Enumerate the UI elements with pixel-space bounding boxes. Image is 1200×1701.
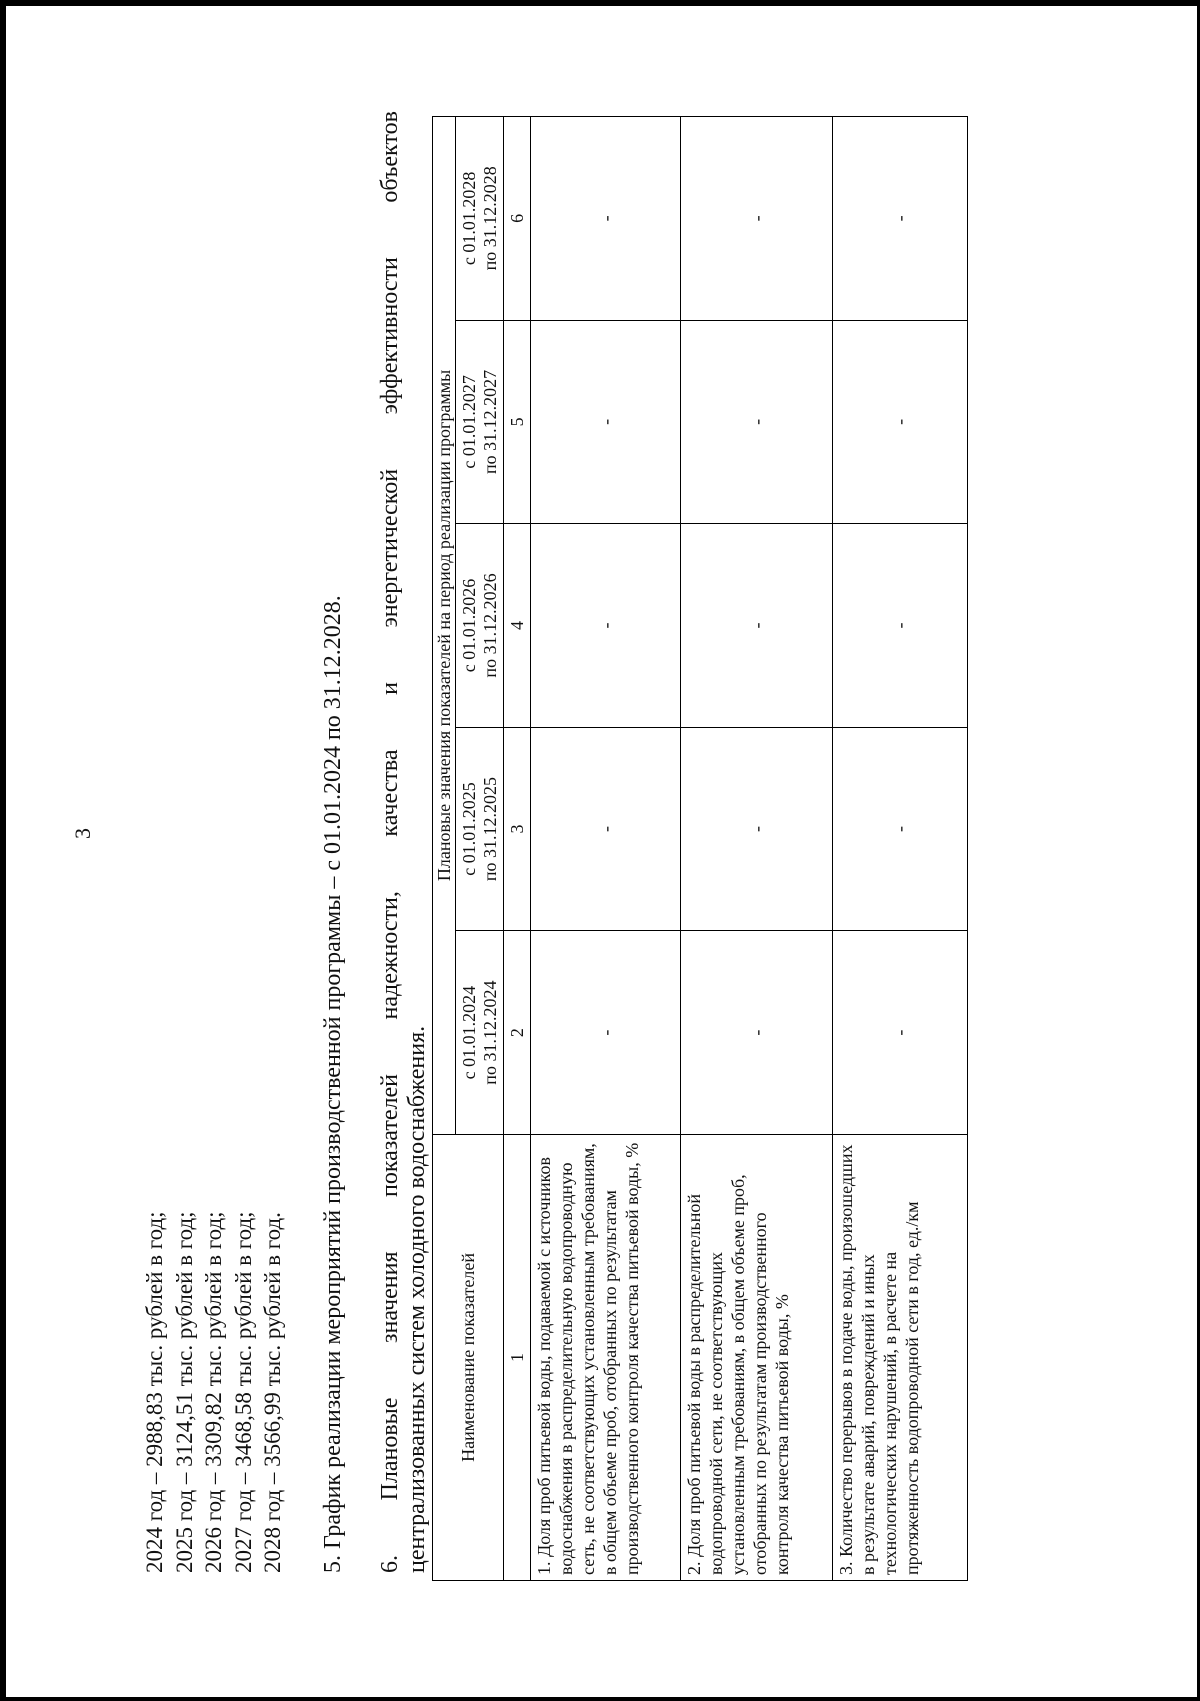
value-cell: - (531, 117, 681, 321)
value-cell: - (531, 524, 681, 728)
period-end: по 31.12.2024 (479, 980, 500, 1085)
section-6-word: энергетической (377, 468, 403, 628)
value-cell: - (681, 524, 833, 728)
period-start: с 01.01.2024 (458, 985, 479, 1080)
column-number: 1 (504, 1134, 531, 1580)
value-cell: - (833, 320, 968, 524)
indicator-name-header: Наименование показателей (433, 1134, 504, 1580)
period-end: по 31.12.2026 (479, 573, 500, 678)
value-cell: - (833, 931, 968, 1135)
cost-line-2025: 2025 год – 3124,51 тыс. рублей в год; (171, 1211, 197, 1573)
period-2025-header (456, 727, 504, 931)
section-6-word: объектов (377, 111, 403, 203)
indicator-cell: 3. Количество перерывов в подаче воды, произошедших в результате аварий, повреждений и иных технологических нарушений, в расчете на протяженность водопроводной сети в год, ед./км (833, 1134, 968, 1580)
table-row (531, 117, 681, 1581)
section-5-heading: 5. График реализации мероприятий производственной программы – с 01.01.2024 по 31.12.2028. (320, 595, 346, 1573)
section-6-word: Плановые (377, 1397, 403, 1501)
section-6-word: показателей (377, 1074, 403, 1197)
value-cell: - (531, 931, 681, 1135)
column-number: 6 (504, 117, 531, 321)
section-6-word: и (377, 682, 403, 695)
period-end: по 31.12.2025 (479, 776, 500, 882)
section-6-word: значения (377, 1251, 403, 1343)
section-6-line-2: централизованных систем холодного водоснабжения. (404, 1025, 430, 1573)
period-start: с 01.01.2028 (458, 171, 479, 266)
period-start: с 01.01.2027 (458, 375, 479, 469)
page-number: 3 (70, 828, 95, 839)
cost-line-2028: 2028 год – 3566,99 тыс. рублей в год. (260, 1212, 285, 1573)
column-number: 5 (504, 320, 531, 524)
value-cell: - (681, 727, 833, 931)
planned-values-header: Плановые значения показателей на период реализации программы (433, 117, 456, 1135)
value-cell: - (833, 727, 968, 931)
value-cell: - (681, 320, 833, 524)
period-start: с 01.01.2026 (458, 578, 479, 673)
indicator-cell: 1. Доля проб питьевой воды, подаваемой с источников водоснабжения в распределительную водопроводную сеть, не соответствующих установленным требованиям, в общем объеме проб, отобранных по результатам производственного контроля качества питьевой воды, % (531, 1134, 681, 1580)
section-6-word: надежности, (377, 891, 403, 1020)
section-6-word: эффективности (377, 257, 403, 415)
period-start: с 01.01.2025 (458, 782, 479, 876)
value-cell: - (531, 320, 681, 524)
period-end: по 31.12.2028 (479, 166, 500, 271)
value-cell: - (681, 931, 833, 1135)
table-row (681, 117, 833, 1581)
section-6-line-1 (377, 111, 404, 1573)
column-numbers-row (504, 117, 531, 1581)
annual-costs (140, 1211, 288, 1573)
table-row (833, 117, 968, 1581)
period-2028-header (456, 117, 504, 321)
column-number: 4 (504, 524, 531, 728)
value-cell: - (531, 727, 681, 931)
section-6-word: 6. (377, 1555, 403, 1573)
period-end: по 31.12.2027 (479, 369, 500, 474)
section-6-word: качества (377, 749, 403, 837)
cost-line-2026: 2026 год – 3309,82 тыс. рублей в год; (201, 1211, 226, 1573)
column-number: 3 (504, 727, 531, 931)
period-2024-header (456, 931, 504, 1135)
indicators-table (432, 116, 968, 1581)
section-6-heading (377, 111, 431, 1573)
value-cell: - (681, 117, 833, 321)
value-cell: - (833, 524, 968, 728)
cost-line-2024: 2024 год – 2988,83 тыс. рублей в год; (142, 1211, 167, 1573)
period-2027-header (456, 320, 504, 524)
period-2026-header (456, 524, 504, 728)
column-number: 2 (504, 931, 531, 1135)
value-cell: - (833, 117, 968, 321)
indicator-cell: 2. Доля проб питьевой воды в распределительной водопроводной сети, не соответствующих установленным требованиям, в общем объеме проб, отобранных по результатам производственного контроля качества питьевой воды, % (681, 1134, 833, 1580)
cost-line-2027: 2027 год – 3468,58 тыс. рублей в год; (230, 1211, 256, 1573)
